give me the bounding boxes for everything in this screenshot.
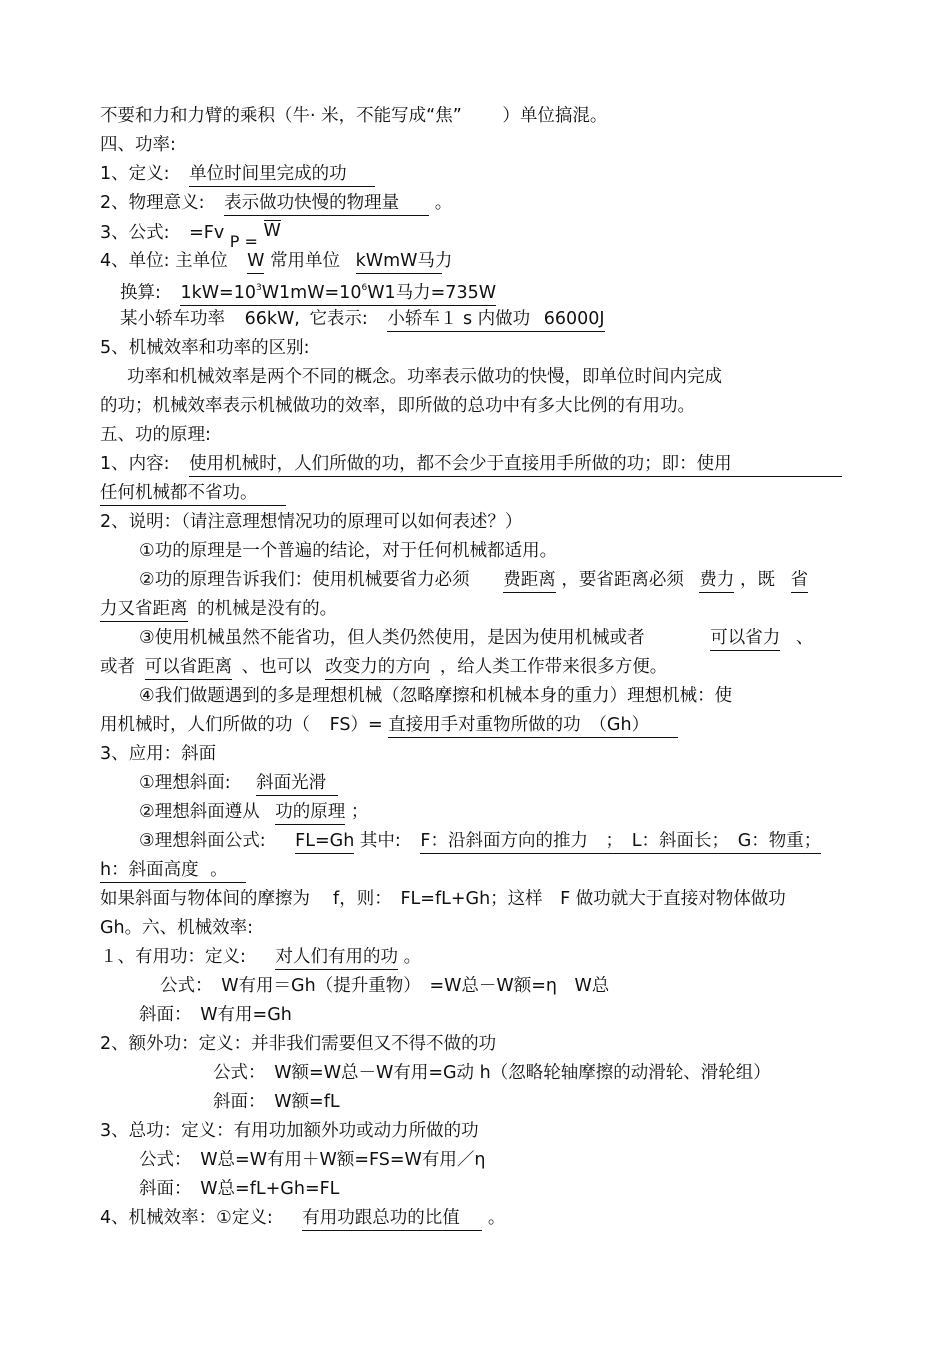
exponent: 3: [256, 283, 262, 293]
punct: 、: [795, 628, 814, 648]
text-line: [139, 769, 338, 798]
line-text: 、也可以: [241, 657, 312, 677]
text-line: [100, 885, 786, 914]
label: 它表示:: [309, 309, 368, 329]
text-line: [100, 1030, 496, 1059]
formula-line: [213, 1059, 771, 1088]
heading-text: Gh。六、机械效率:: [100, 918, 254, 938]
fill-answer: 力又省距离: [100, 597, 188, 622]
text-line: [100, 160, 375, 189]
line-text: 3、总功：定义：有用功加额外功或动力所做的功: [100, 1121, 479, 1141]
text-line: [100, 189, 452, 218]
line-text: 3、应用：斜面: [100, 744, 217, 764]
label: ①理想斜面:: [139, 773, 231, 793]
text-line: [100, 711, 678, 740]
line-text: ，要省距离必须: [561, 570, 684, 590]
section-heading-work-principle: [100, 421, 211, 450]
text-line: [139, 798, 368, 827]
conversion-text: W1马力=735W: [367, 283, 497, 303]
text-line: [120, 276, 496, 305]
formula-line: [139, 1001, 292, 1030]
formula-line: [139, 1175, 339, 1204]
label: 2、物理意义:: [100, 193, 205, 213]
line-text: 不要和力和力臂的乘积（牛· 米，不能写成“焦” ）单位搞混。: [100, 106, 608, 126]
conversion-text: 1kW=10: [180, 283, 256, 303]
fill-answer: 任何机械都不省功。: [100, 481, 286, 506]
line-text: 用机械时，人们所做的功（: [100, 715, 310, 735]
label: ②理想斜面遵从: [139, 802, 260, 822]
fill-answer: 有用功跟总功的比值: [302, 1206, 482, 1231]
section-heading-efficiency: [100, 914, 253, 943]
heading-text: 四、功率:: [100, 135, 176, 155]
label: 1、定义:: [100, 164, 170, 184]
line-text: ，既: [740, 570, 775, 590]
formula-line: [213, 1088, 340, 1117]
line-text: ③使用机械虽然不能省功，但人类仍然使用，是因为使用机械或者: [139, 628, 645, 648]
fill-answer: 直接用手对重物所做的功 （Gh）: [388, 713, 678, 738]
fill-answer: kWmW马力: [356, 249, 442, 274]
line-text: 的机械是没有的。: [197, 599, 338, 619]
text-line: [100, 1204, 505, 1233]
text-line: [100, 856, 246, 885]
fill-answer: [387, 307, 604, 332]
fill-answer: 改变力的方向: [325, 655, 430, 680]
label: 4、单位: 主单位: [100, 251, 228, 271]
heading-text: 五、功的原理:: [100, 425, 211, 445]
fill-answer: 使用机械时，人们所做的功，都不会少于直接用手所做的功；即：使用: [189, 452, 842, 477]
fill-answer: F：沿斜面方向的推力 ； L：斜面长； G：物重；: [420, 829, 821, 854]
text-line: [100, 392, 695, 421]
line-text: 2、说明：（请注意理想情况功的原理可以如何表述？）: [100, 512, 523, 532]
fill-answer: [100, 858, 246, 883]
text-line: [100, 595, 337, 624]
formula-text: 公式： W总=W有用＋W额=FS=W有用／η: [139, 1150, 486, 1170]
line-text: 5、机械效率和功率的区别:: [100, 338, 310, 358]
text-line: [100, 740, 216, 769]
formula-text: 公式： W有用＝Gh（提升重物） =W总－W额=η W总: [160, 976, 610, 996]
fill-answer: FL=Gh: [295, 829, 354, 854]
conversion-text: W1mW=10: [261, 283, 362, 303]
text-line: [100, 247, 453, 276]
formula-text: 公式： W额=W总－W有用=G动 h（忽略轮轴摩擦的动滑轮、滑轮组）: [213, 1063, 771, 1083]
label: 换算:: [120, 283, 161, 303]
line-text: 或者: [100, 657, 135, 677]
section-heading-power: [100, 131, 176, 160]
formula-text: =Fv: [189, 223, 225, 243]
text-line: [100, 334, 310, 363]
exponent: 6: [361, 283, 368, 293]
label: 其中:: [359, 831, 401, 851]
fill-answer: 功的原理: [275, 800, 345, 825]
fill-answer: 表示做功快慢的物理量: [224, 191, 429, 216]
line-text: ，给人类工作带来很多方便。: [439, 657, 668, 677]
punct: ；: [350, 802, 369, 822]
formula-text: P =: [229, 232, 258, 251]
punct: 。: [403, 947, 422, 967]
label: 1、内容:: [100, 454, 170, 474]
text-line: [100, 943, 421, 972]
fill-answer: W: [247, 249, 264, 274]
fill-answer: 对人们有用的功: [275, 945, 398, 970]
answer-text: 小轿车１ s 内做功: [387, 309, 531, 329]
fill-answer: 可以省距离: [145, 655, 233, 680]
text-line: [139, 566, 808, 595]
label: 某小轿车功率: [120, 309, 225, 329]
punct: 。: [434, 193, 453, 213]
fill-answer: 费力: [699, 568, 734, 593]
formula-text: 斜面： W额=fL: [213, 1092, 340, 1112]
formula-text: FS）=: [329, 715, 383, 735]
line-text: ②功的原理告诉我们：使用机械要省力必须: [139, 570, 470, 590]
fill-answer: 单位时间里完成的功: [189, 162, 375, 187]
fill-answer: 费距离: [503, 568, 556, 593]
formula-text: 斜面： W总=fL+Gh=FL: [139, 1179, 340, 1199]
text-line: [100, 653, 667, 682]
punct: 。: [210, 860, 228, 880]
fill-answer: [180, 276, 496, 306]
formula-line: [160, 972, 609, 1001]
label: ③理想斜面公式:: [139, 831, 266, 851]
text-line: [100, 508, 522, 537]
formula-line: [139, 1146, 485, 1175]
fill-answer: 省: [791, 568, 809, 593]
text-line: [139, 537, 557, 566]
answer-text: 66000J: [543, 309, 605, 329]
fill-answer: 斜面光滑: [256, 771, 338, 796]
line-text: 如果斜面与物体间的摩擦为 f，则： FL=fL+Gh；这样 F 做功就大于直接对物体做功: [100, 889, 786, 909]
formula-text: W: [263, 221, 281, 241]
line-text: ④我们做题遇到的多是理想机械（忽略摩擦和机械本身的重力）理想机械：使: [139, 686, 733, 706]
formula-line: [100, 218, 281, 251]
punct: 。: [487, 1208, 506, 1228]
text-line: [100, 1117, 479, 1146]
label: 4、机械效率：①定义:: [100, 1208, 273, 1228]
text-line: [100, 479, 286, 508]
text-line: [139, 682, 732, 711]
line-text: 功率和机械效率是两个不同的概念。功率表示做功的快慢，即单位时间内完成: [127, 367, 722, 387]
line-text: 的功；机械效率表示机械做功的效率，即所做的总功中有多大比例的有用功。: [100, 396, 695, 416]
line-text: 2、额外功：定义：并非我们需要但又不得不做的功: [100, 1034, 497, 1054]
value-text: 66kW,: [244, 309, 300, 329]
text-line: [100, 102, 607, 131]
label: 3、公式:: [100, 223, 170, 243]
fill-answer: 可以省力: [710, 626, 780, 651]
label: 常用单位: [270, 251, 341, 271]
answer-text: h：斜面高度: [100, 860, 199, 880]
text-line: [120, 305, 605, 334]
text-line: [139, 827, 821, 856]
formula-text: 斜面： W有用=Gh: [139, 1005, 292, 1025]
text-line: [139, 624, 813, 653]
text-line: [127, 363, 722, 392]
line-text: ①功的原理是一个普遍的结论，对于任何机械都适用。: [139, 541, 558, 561]
label: １、有用功：定义:: [100, 947, 246, 967]
text-line: [100, 450, 842, 479]
